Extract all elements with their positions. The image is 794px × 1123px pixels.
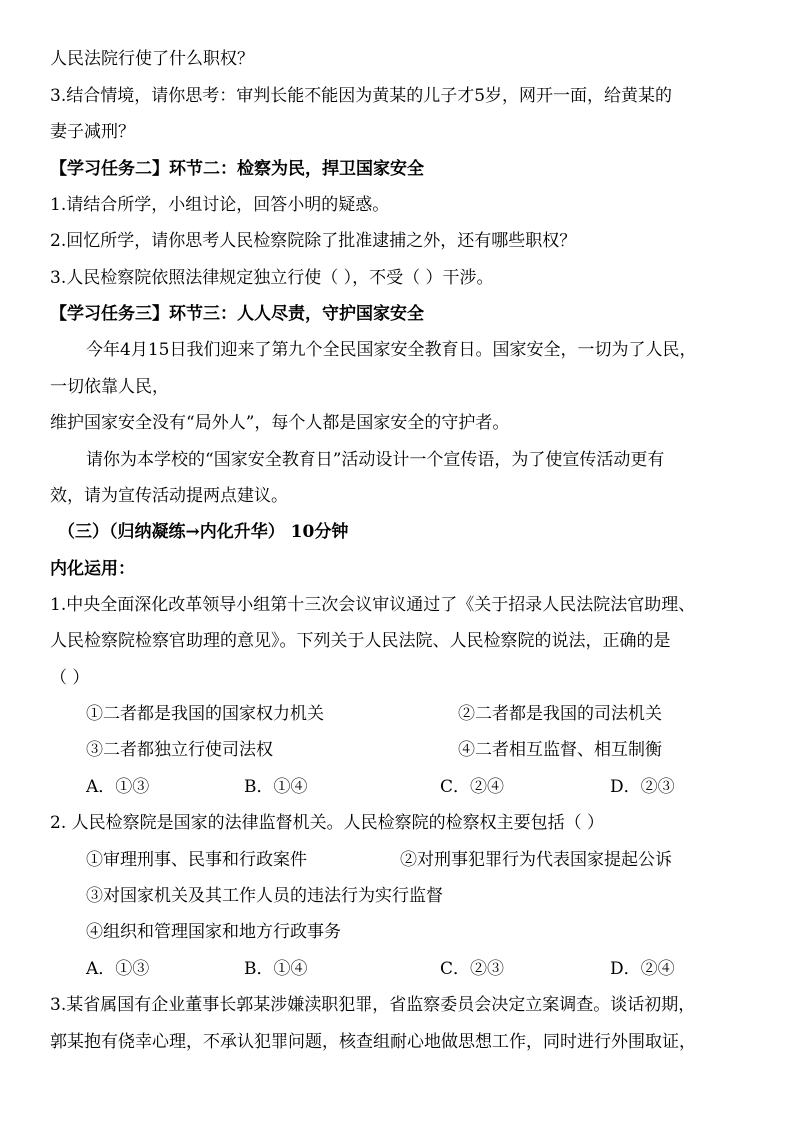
task-3-heading: 【学习任务三】环节三：人人尽责，守护国家安全 bbox=[50, 304, 424, 324]
q1-choice-d: D．②③ bbox=[610, 777, 675, 797]
q2-item-3: ③对国家机关及其工作人员的违法行为实行监督 bbox=[86, 886, 443, 906]
q1-choice-b: B．①④ bbox=[244, 777, 308, 797]
question-2-stem: 2. 人民检察院是国家的法律监督机关。人民检察院的检察权主要包括（ ） bbox=[50, 813, 605, 833]
question-1-stem: 1.中央全面深化改革领导小组第十三次会议审议通过了《关于招录人民法院法官助理、 bbox=[50, 595, 696, 615]
q1-item-3: ③二者都独立行使司法权 bbox=[86, 740, 273, 760]
q2-choice-a: A．①③ bbox=[86, 959, 150, 979]
task-2-heading: 【学习任务二】环节二：检察为民，捍卫国家安全 bbox=[50, 159, 424, 179]
text-line: 人民法院行使了什么职权？ bbox=[50, 49, 254, 69]
q1-item-1: ①二者都是我国的国家权力机关 bbox=[86, 704, 324, 724]
task-2-question-1: 1.请结合所学，小组讨论，回答小明的疑惑。 bbox=[50, 195, 390, 215]
q2-choice-d: D．②④ bbox=[610, 959, 675, 979]
question-3-stem: 3.某省属国有企业董事长郭某涉嫌渎职犯罪，省监察委员会决定立案调查。谈话初期， bbox=[50, 995, 696, 1015]
question-3-stem: 郭某抱有侥幸心理，不承认犯罪问题，核查组耐心地做思想工作，同时进行外围取证， bbox=[50, 1032, 696, 1052]
q2-item-2: ②对刑事犯罪行为代表国家提起公诉 bbox=[400, 850, 672, 870]
q1-choice-c: C．②④ bbox=[440, 777, 505, 797]
question-1-blank: （ ） bbox=[50, 668, 90, 688]
q2-item-4: ④组织和管理国家和地方行政事务 bbox=[86, 922, 341, 942]
q1-choice-a: A．①③ bbox=[86, 777, 150, 797]
apply-heading: 内化运用： bbox=[50, 559, 135, 579]
paragraph-line: 维护国家安全没有“局外人”，每个人都是国家安全的守护者。 bbox=[50, 413, 510, 433]
paragraph-line: 一切依靠人民， bbox=[50, 377, 169, 397]
paragraph-line: 今年4月15日我们迎来了第九个全民国家安全教育日。国家安全，一切为了人民， bbox=[86, 340, 697, 360]
text-line: 妻子减刑？ bbox=[50, 122, 135, 142]
q2-choice-b: B．①④ bbox=[244, 959, 308, 979]
paragraph-line: 请你为本学校的“国家安全教育日”活动设计一个宣传语，为了使宣传活动更有 bbox=[86, 450, 665, 470]
q2-choice-c: C．②③ bbox=[440, 959, 505, 979]
q1-item-2: ②二者都是我国的司法机关 bbox=[458, 704, 662, 724]
task-2-question-3: 3.人民检察院依照法律规定独立行使（ ），不受（ ）干涉。 bbox=[50, 268, 494, 288]
question-3-line: 3.结合情境，请你思考：审判长能不能因为黄某的儿子才5岁，网开一面，给黄某的 bbox=[50, 86, 673, 106]
q1-item-4: ④二者相互监督、相互制衡 bbox=[458, 740, 662, 760]
section-3-heading: （三）（归纳凝练→内化升华） 10分钟 bbox=[58, 522, 349, 542]
question-1-stem: 人民检察院检察官助理的意见》。下列关于人民法院、人民检察院的说法，正确的是 bbox=[50, 631, 671, 651]
task-2-question-2: 2.回忆所学，请你思考人民检察院除了批准逮捕之外，还有哪些职权？ bbox=[50, 231, 577, 251]
paragraph-line: 效，请为宣传活动提两点建议。 bbox=[50, 486, 288, 506]
q2-item-1: ①审理刑事、民事和行政案件 bbox=[86, 850, 307, 870]
